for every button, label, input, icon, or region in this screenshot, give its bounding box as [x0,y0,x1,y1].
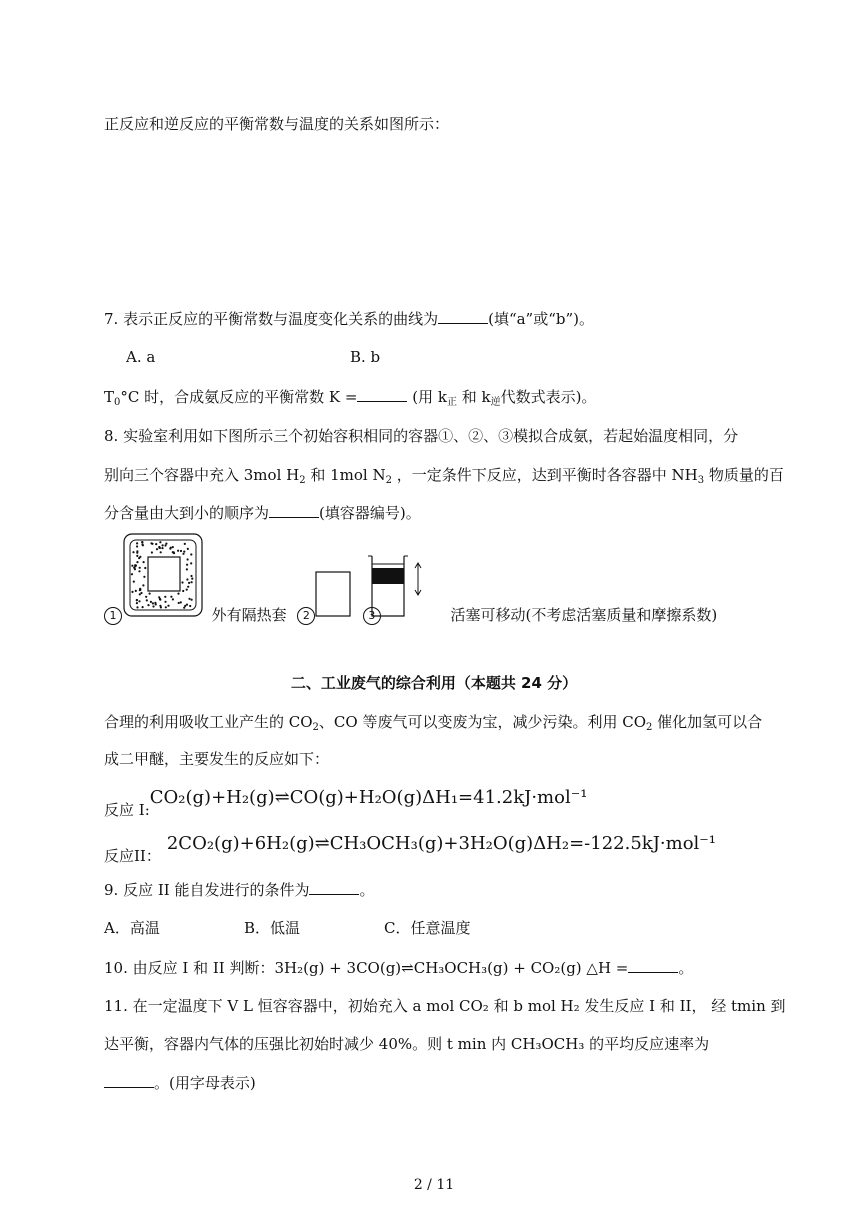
question-8-line1: 8. 实验室利用如下图所示三个初始容积相同的容器①、②、③模拟合成氨，若起始温度相同，分 [104,427,739,445]
label-1: 1 [104,607,122,625]
intro-text: 正反应和逆反应的平衡常数与温度的关系如图所示： [104,115,450,133]
q7-option-b: B. b [350,348,381,366]
label-1-text: 外有隔热套 [211,606,287,624]
reaction-2: 反应II：2CO₂(g)+6H₂(g)⇌CH₃OCH₃(g)+3H₂O(g)ΔH₂=-122.5kJ·mol⁻¹ [104,833,717,865]
question-9: 9. 反应 II 能自发进行的条件为 。 [104,881,375,899]
question-11-line1: 11. 在一定温度下 V L 恒容容器中，初始充入 a mol CO₂ 和 b mol H₂ 发生反应 I 和 II， 经 tmin 到 [104,997,786,1015]
page-number: 2 / 11 [413,1177,455,1193]
question-11-line3: 。(用字母表示) [104,1073,256,1093]
piston [372,568,404,584]
figure-labels [104,604,717,625]
q7-option-a: A. a [126,348,156,366]
section-2-heading: 二、工业废气的综合利用（本题共 24 分） [290,674,578,692]
question-10: 10. 由反应 I 和 II 判断：3H₂(g) + 3CO(g)⇌CH₃OCH₃(g) + CO₂(g) △H = 。 [104,959,694,977]
answer-blank [357,387,407,402]
answer-blank [104,1073,154,1088]
section-2-para-line1: 合理的利用吸收工业产生的 $CO_2$、CO 等废气可以变废为宝，减少污染。利用 $CO_2$ 催化加氢可以合 [104,713,763,733]
question-11-line2: 达平衡，容器内气体的压强比初始时减少 40%。则 t min 内 CH₃OCH₃ 的平均反应速率为 [104,1035,710,1053]
question-8-line3: 分含量由大到小的顺序为 (填容器编号)。 [104,504,421,522]
question-7: 7. 表示正反应的平衡常数与温度变化关系的曲线为 (填“a”或“b”)。 [104,310,595,328]
q9-option-c: C．任意温度 [384,919,471,937]
question-8-line2: 别向三个容器中充入 3mol $H_2$ 和 1mol $N_2$ ，一定条件下反应，达到平衡时各容器中 $NH_3$ 物质量的百 [104,466,784,486]
q9-option-b: B．低温 [244,919,301,937]
answer-blank [309,880,359,895]
label-3-text: 活塞可移动(不考虑活塞质量和摩擦系数) [450,606,718,624]
t0-question: $T_0^\circ C$ 时，合成氨反应的平衡常数 K = (用 $k_正$ 和 $k_逆$代数式表示)。 [104,388,597,408]
label-3: 3 [363,607,381,625]
reaction-1: 反应 I:CO₂(g)+H₂(g)⇌CO(g)+H₂O(g)ΔH₁=41.2kJ·mol⁻¹ [104,787,588,819]
answer-blank [628,958,678,973]
label-2: 2 [297,607,315,625]
section-2-para-line2: 成二甲醚，主要发生的反应如下： [104,750,330,768]
q9-option-a: A．高温 [104,919,160,937]
answer-blank [438,309,488,324]
answer-blank [269,503,319,518]
